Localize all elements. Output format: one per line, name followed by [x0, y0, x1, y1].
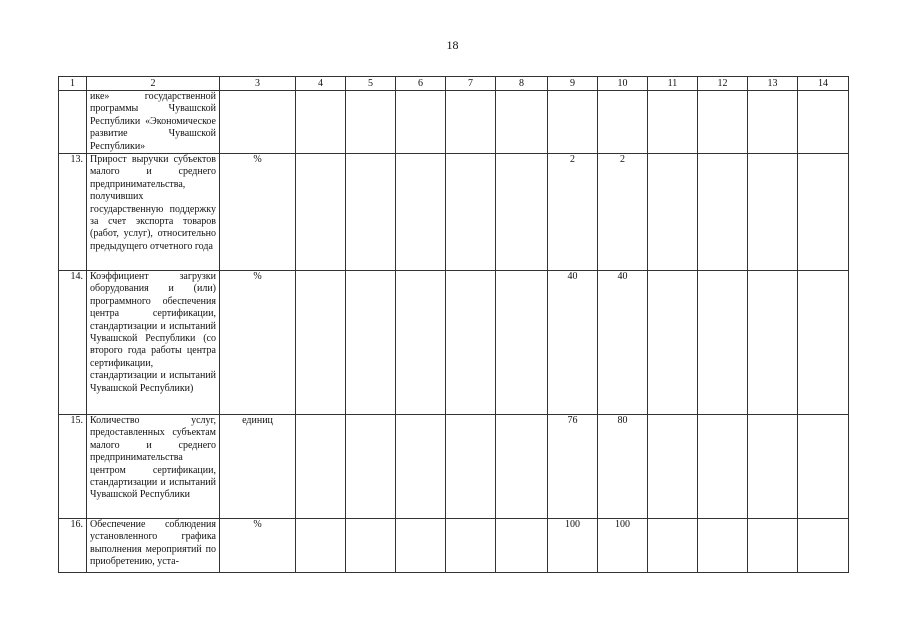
indicators-table: [58, 76, 849, 573]
value-cell: [748, 154, 798, 271]
value-cell: [698, 154, 748, 271]
value-cell: [346, 154, 396, 271]
value-cell: [396, 271, 446, 415]
value-cell: [296, 154, 346, 271]
unit-cell: %: [220, 271, 296, 415]
table-row: [59, 271, 849, 415]
unit-cell: [220, 91, 296, 154]
value-cell: [748, 415, 798, 519]
column-header: 2: [87, 77, 220, 91]
column-header: 1: [59, 77, 87, 91]
column-header: 3: [220, 77, 296, 91]
value-cell: [648, 91, 698, 154]
indicator-name: Количество услуг, предоставленных субъектам малого и среднего предпринимательства центром сертификации, стандартизации и испытаний Чувашской Республики: [87, 415, 220, 519]
value-cell: [446, 519, 496, 573]
table-row: [59, 154, 849, 271]
value-col-10: 2: [598, 154, 648, 271]
unit-cell: единиц: [220, 415, 296, 519]
value-cell: [648, 415, 698, 519]
value-cell: [798, 154, 849, 271]
value-cell: [496, 91, 548, 154]
value-col-9: 100: [548, 519, 598, 573]
value-cell: [798, 91, 849, 154]
value-col-10: 40: [598, 271, 648, 415]
table-row: [59, 415, 849, 519]
column-header: 13: [748, 77, 798, 91]
column-header-row: [59, 77, 849, 91]
value-cell: [446, 154, 496, 271]
value-cell: [698, 415, 748, 519]
value-col-10: [598, 91, 648, 154]
value-cell: [396, 415, 446, 519]
value-cell: [346, 519, 396, 573]
value-cell: [798, 519, 849, 573]
value-col-10: 100: [598, 519, 648, 573]
value-cell: [296, 271, 346, 415]
value-cell: [648, 154, 698, 271]
value-cell: [296, 415, 346, 519]
value-cell: [748, 271, 798, 415]
row-number: 13.: [59, 154, 87, 271]
row-number: 16.: [59, 519, 87, 573]
column-header: 5: [346, 77, 396, 91]
indicator-name: Прирост выручки субъектов малого и среднего предпринимательства, получивших государственную поддержку за счет экспорта товаров (работ, услуг), относительно предыдущего отчетного года: [87, 154, 220, 271]
column-header: 12: [698, 77, 748, 91]
value-cell: [496, 415, 548, 519]
value-col-9: 2: [548, 154, 598, 271]
page-number: 18: [446, 38, 459, 52]
value-cell: [496, 154, 548, 271]
column-header: 14: [798, 77, 849, 91]
value-cell: [698, 519, 748, 573]
value-col-9: [548, 91, 598, 154]
value-col-10: 80: [598, 415, 648, 519]
value-cell: [296, 91, 346, 154]
value-cell: [698, 91, 748, 154]
column-header: 9: [548, 77, 598, 91]
value-cell: [648, 271, 698, 415]
unit-cell: %: [220, 519, 296, 573]
value-cell: [748, 519, 798, 573]
row-number: [59, 91, 87, 154]
value-col-9: 76: [548, 415, 598, 519]
value-col-9: 40: [548, 271, 598, 415]
column-header: 6: [396, 77, 446, 91]
value-cell: [396, 91, 446, 154]
value-cell: [798, 415, 849, 519]
value-cell: [798, 271, 849, 415]
value-cell: [396, 154, 446, 271]
table-row: [59, 91, 849, 154]
row-number: 15.: [59, 415, 87, 519]
value-cell: [648, 519, 698, 573]
column-header: 7: [446, 77, 496, 91]
table-row: [59, 519, 849, 573]
value-cell: [748, 91, 798, 154]
column-header: 10: [598, 77, 648, 91]
value-cell: [446, 415, 496, 519]
value-cell: [346, 415, 396, 519]
value-cell: [446, 91, 496, 154]
indicator-name: ике» государственной программы Чувашской Республики «Экономическое развитие Чувашской Республики»: [87, 91, 220, 154]
value-cell: [296, 519, 346, 573]
column-header: 4: [296, 77, 346, 91]
value-cell: [346, 91, 396, 154]
value-cell: [496, 519, 548, 573]
value-cell: [346, 271, 396, 415]
unit-cell: %: [220, 154, 296, 271]
value-cell: [446, 271, 496, 415]
indicator-name: Коэффициент загрузки оборудования и (или) программного обеспечения центра сертификации, стандартизации и испытаний Чувашской Республики (со второго года работы центра сертификации, стандартизации и испытаний Чувашской Республики): [87, 271, 220, 415]
row-number: 14.: [59, 271, 87, 415]
column-header: 8: [496, 77, 548, 91]
column-header: 11: [648, 77, 698, 91]
value-cell: [496, 271, 548, 415]
value-cell: [396, 519, 446, 573]
indicator-name: Обеспечение соблюдения установленного графика выполнения мероприятий по приобретению, уста-: [87, 519, 220, 573]
value-cell: [698, 271, 748, 415]
